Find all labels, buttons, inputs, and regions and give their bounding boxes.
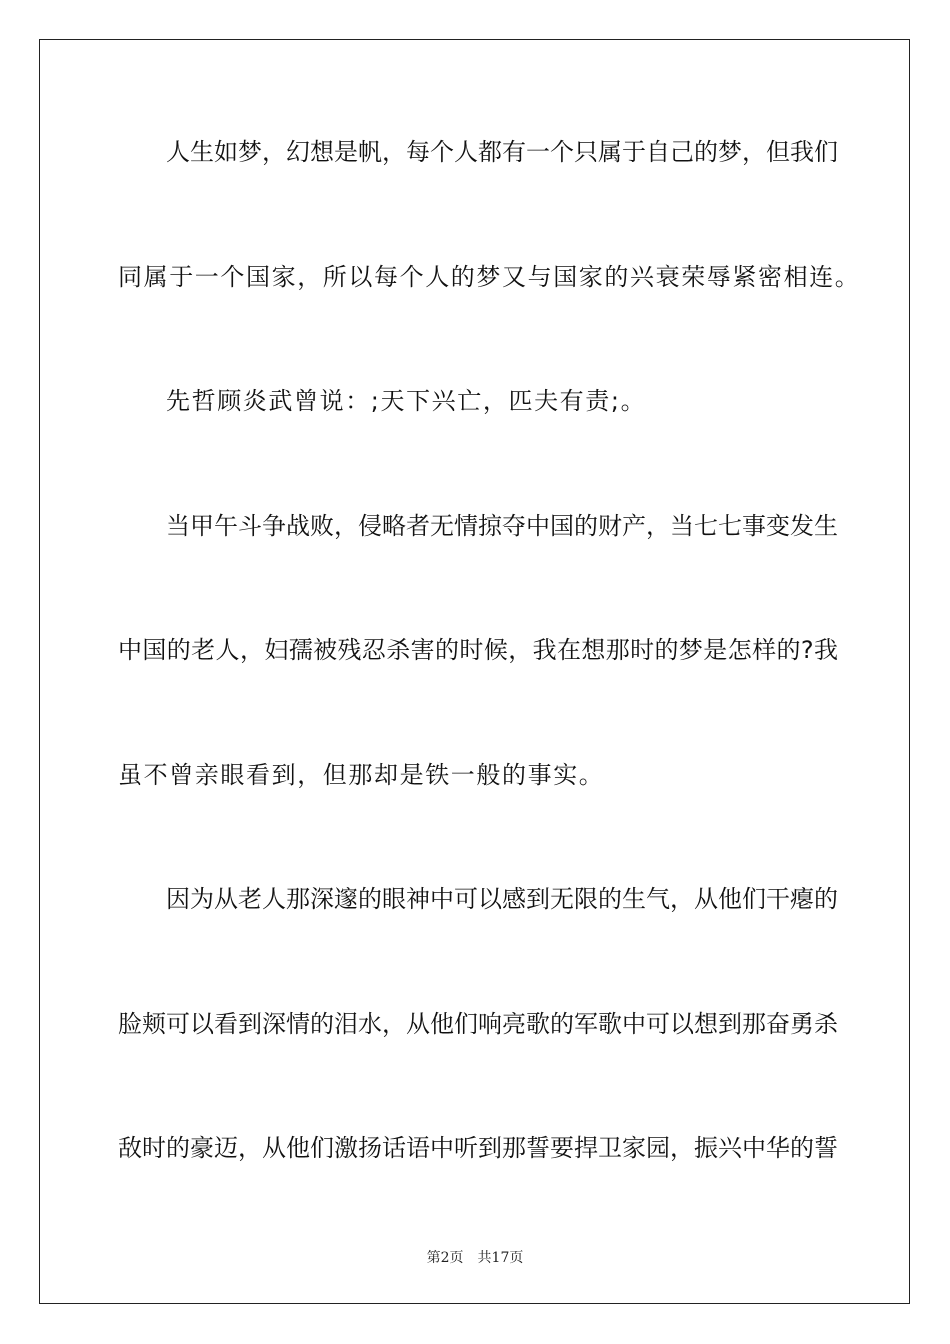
page-number: 第2页 <box>426 1250 464 1266</box>
text-line-8: 脸颊可以看到深情的泪水，从他们响亮歌的军歌中可以想到那奋勇杀 <box>118 1010 838 1038</box>
text-line-2: 同属于一个国家，所以每个人的梦又与国家的兴衰荣辱紧密相连。 <box>118 263 861 291</box>
text-line-6: 虽不曾亲眼看到，但那却是铁一般的事实。 <box>118 761 605 789</box>
text-line-3: 先哲顾炎武曾说：;天下兴亡，匹夫有责;。 <box>166 387 647 415</box>
total-pages: 共17页 <box>477 1250 524 1266</box>
page-border <box>39 39 910 1304</box>
text-line-5: 中国的老人，妇孺被残忍杀害的时候，我在想那时的梦是怎样的?我 <box>118 636 838 664</box>
text-line-9: 敌时的豪迈，从他们激扬话语中听到那誓要捍卫家园，振兴中华的誓 <box>118 1134 838 1162</box>
text-line-1: 人生如梦，幻想是帆，每个人都有一个只属于自己的梦，但我们 <box>166 138 838 166</box>
text-line-7: 因为从老人那深邃的眼神中可以感到无限的生气，从他们干瘪的 <box>166 885 838 913</box>
text-line-4: 当甲午斗争战败，侵略者无情掠夺中国的财产，当七七事变发生 <box>166 512 838 540</box>
page-footer <box>0 1247 950 1267</box>
